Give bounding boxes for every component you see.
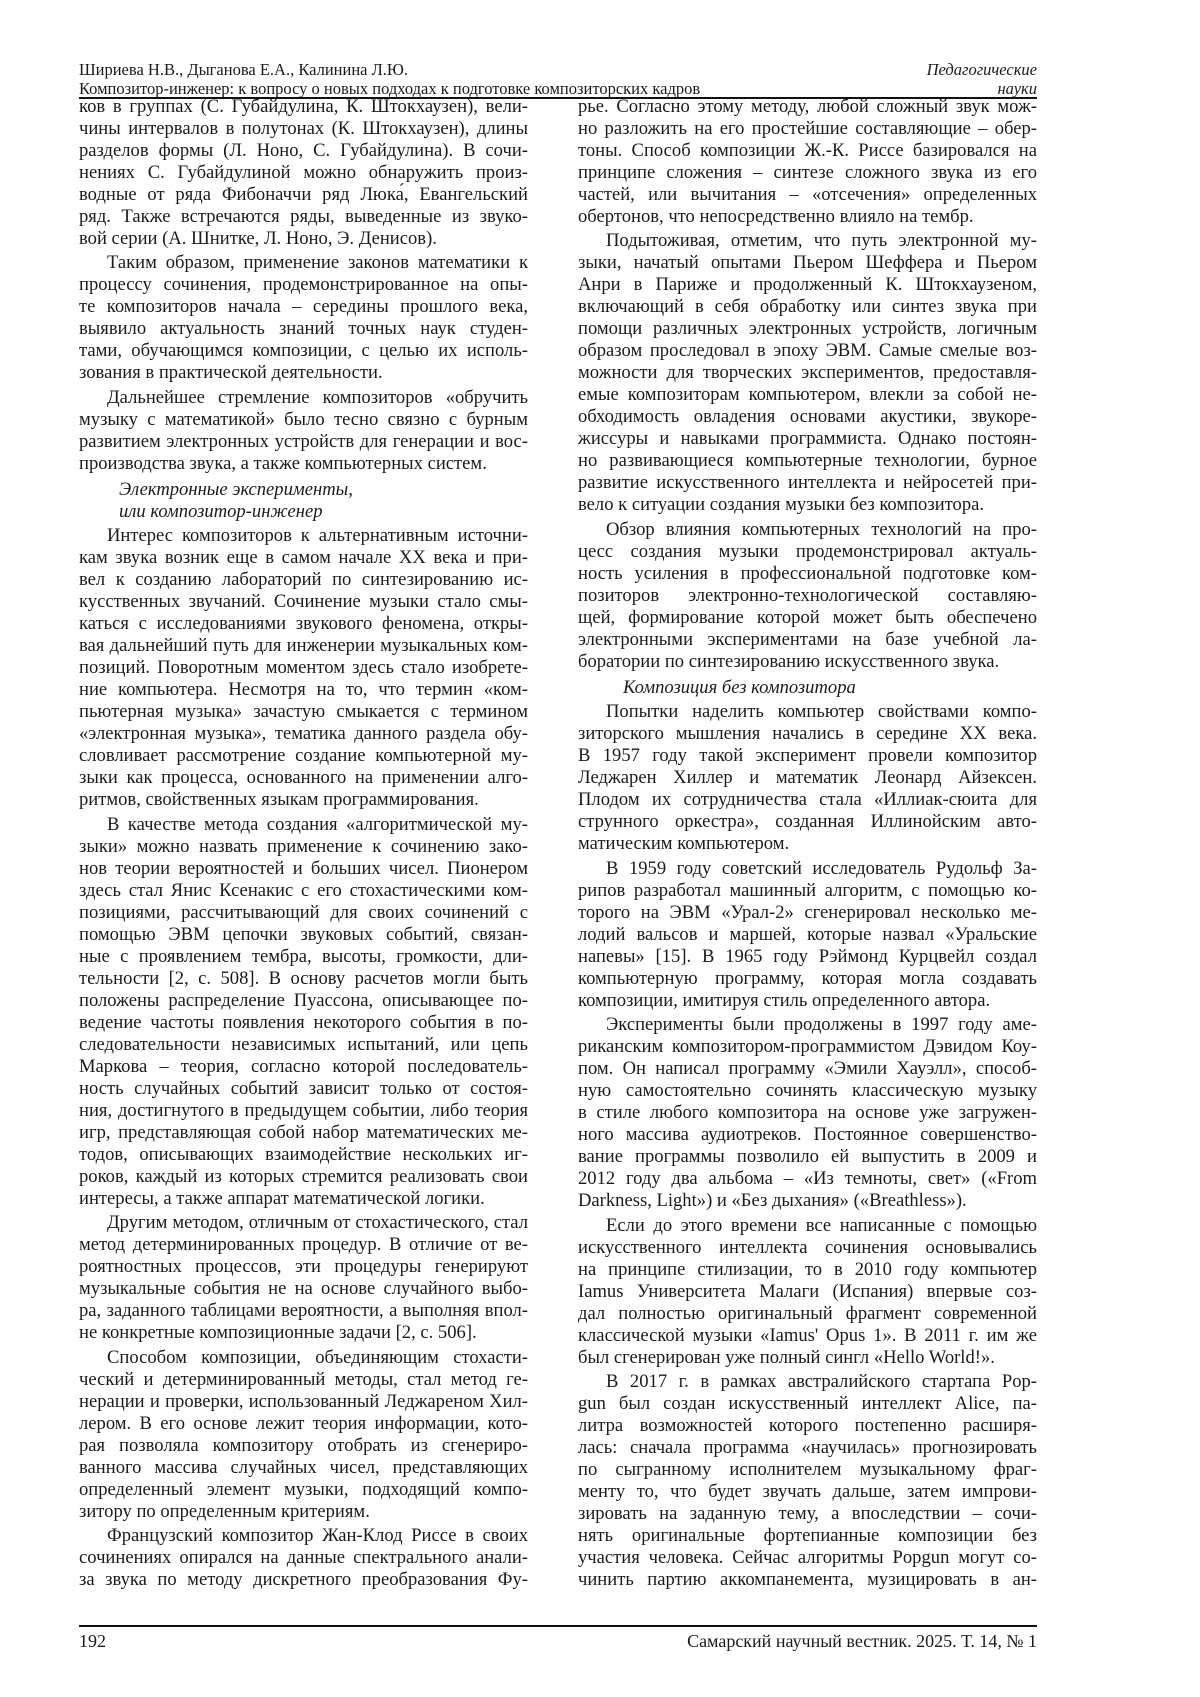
text-line: можности для творческих экспериментов, предоставля- bbox=[578, 362, 1037, 384]
paragraph bbox=[578, 230, 1037, 516]
text-line: тоны. Способ композиции Ж.-К. Риссе базировался на bbox=[578, 140, 1037, 162]
page-number: 192 bbox=[79, 1631, 106, 1652]
text-line: музыку с математикой» было тесно связно с бурным bbox=[79, 409, 528, 431]
text-line: композиции, имитируя стиль определенного автора. bbox=[578, 990, 1037, 1012]
text-line: ков в группах (С. Губайдулина, К. Штокхаузен), вели- bbox=[79, 96, 528, 118]
text-line: интересы, а также аппарат математической логики. bbox=[79, 1188, 528, 1210]
text-line: частей, или вычитания – «отсечения» определенных bbox=[578, 184, 1037, 206]
paragraph bbox=[79, 1212, 528, 1344]
text-line: обходимость овладения основами акустики, звукоре- bbox=[578, 406, 1037, 428]
text-line: Если до этого времени все написанные с помощью bbox=[578, 1215, 1037, 1237]
text-line: включающий в себя обработку или синтез звука при bbox=[578, 296, 1037, 318]
text-line: ность усиления в профессиональной подготовке ком- bbox=[578, 563, 1037, 585]
text-line: те композиторов начала – середины прошлого века, bbox=[79, 296, 528, 318]
text-line: Iamus Университета Малаги (Испания) впервые соз- bbox=[578, 1281, 1037, 1303]
text-line: процессу сочинения, продемонстрированное на опы- bbox=[79, 274, 528, 296]
text-line: риканским композитором-программистом Дэвидом Коу- bbox=[578, 1036, 1037, 1058]
text-line: лась: сначала программа «научилась» прогнозировать bbox=[578, 1437, 1037, 1459]
heading-line: Электронные эксперименты, bbox=[79, 479, 528, 501]
paragraph bbox=[578, 1215, 1037, 1369]
text-line: Способом композиции, объединяющим стохасти- bbox=[79, 1347, 528, 1369]
text-line: жиссуры и навыками программиста. Однако постоян- bbox=[578, 428, 1037, 450]
text-line: Анри в Париже и продолженный К. Штокхаузеном, bbox=[578, 274, 1037, 296]
text-line: 2012 году два альбома – «Из темноты, свет» («From bbox=[578, 1168, 1037, 1190]
text-line: выявило актуальность знаний точных наук студен- bbox=[79, 318, 528, 340]
text-line: ные с проявлением тембра, высоты, громкости, дли- bbox=[79, 946, 528, 968]
paragraph bbox=[79, 387, 528, 475]
text-line: литра возможностей которого постепенно расширя- bbox=[578, 1415, 1037, 1437]
heading-line: или композитор-инженер bbox=[79, 501, 528, 523]
paragraph bbox=[79, 814, 528, 1210]
text-line: нов теории вероятностей и больших чисел. Пионером bbox=[79, 858, 528, 880]
text-line: обертонов, что непосредственно влияло на тембр. bbox=[578, 206, 1037, 228]
text-line: Дальнейшее стремление композиторов «обручить bbox=[79, 387, 528, 409]
text-line: ние компьютера. Несмотря на то, что термин «ком- bbox=[79, 679, 528, 701]
text-line: но разложить на его простейшие составляющие – обер- bbox=[578, 118, 1037, 140]
text-line: пьютерная музыка» зачастую смыкается с термином bbox=[79, 701, 528, 723]
text-line: рая позволяла композитору отобрать из сгенериро- bbox=[79, 1435, 528, 1457]
text-line: тельности [2, с. 508]. В основу расчетов могли быть bbox=[79, 968, 528, 990]
text-line: торого на ЭВМ «Урал-2» сгенерировал несколько ме- bbox=[578, 902, 1037, 924]
text-line: ния, достигнутого в предыдущем событии, либо теория bbox=[79, 1100, 528, 1122]
text-line: зования в практической деятельности. bbox=[79, 362, 528, 384]
text-line: Таким образом, применение законов математики к bbox=[79, 252, 528, 274]
text-line: классической музыки «Iamus' Opus 1». В 2011 г. им же bbox=[578, 1325, 1037, 1347]
paragraph bbox=[79, 252, 528, 384]
text-line: метод детерминированных процедур. В отличие от ве- bbox=[79, 1234, 528, 1256]
text-line: Плодом их сотрудничества стала «Иллиак-сюита для bbox=[578, 789, 1037, 811]
text-line: чинить партию аккомпанемента, музицировать в ан- bbox=[578, 1569, 1037, 1591]
text-line: вание программы позволило ей выпустить в 2009 и bbox=[578, 1146, 1037, 1168]
text-line: Попытки наделить компьютер свойствами компо- bbox=[578, 701, 1037, 723]
paragraph bbox=[79, 525, 528, 811]
text-line: ра, заданного таблицами вероятности, а выполняя впол- bbox=[79, 1300, 528, 1322]
text-line: чины интервалов в полутонах (К. Штокхаузен), длины bbox=[79, 118, 528, 140]
text-line: ритмов, свойственных языкам программирования. bbox=[79, 789, 528, 811]
text-line: ного массива аудиотреков. Постоянное совершенство- bbox=[578, 1124, 1037, 1146]
header-section-line2: науки bbox=[927, 79, 1037, 98]
text-line: вело к ситуации создания музыки без композитора. bbox=[578, 494, 1037, 516]
text-line: Маркова – теория, согласно которой последователь- bbox=[79, 1056, 528, 1078]
text-line: рипов разработал машинный алгоритм, с помощью ко- bbox=[578, 880, 1037, 902]
text-line: струнного оркестра», созданная Иллинойским авто- bbox=[578, 811, 1037, 833]
text-line: положены распределение Пуассона, описывающее по- bbox=[79, 990, 528, 1012]
header-article-title: Композитор-инженер: к вопросу о новых подходах к подготовке композиторских кадров bbox=[79, 79, 700, 98]
text-line: электронными экспериментами на базе учебной ла- bbox=[578, 629, 1037, 651]
text-line: принципе сложения – синтезе сложного звука из его bbox=[578, 162, 1037, 184]
header-section-line1: Педагогические bbox=[927, 60, 1037, 79]
text-line: емые композиторам компьютером, влекли за собой не- bbox=[578, 384, 1037, 406]
text-line: В 2017 г. в рамках австралийского стартапа Pop- bbox=[578, 1371, 1037, 1393]
text-line: зиторского мышления начались в середине XX века. bbox=[578, 723, 1037, 745]
paragraph bbox=[578, 1371, 1037, 1591]
text-line: щей, формирование которой может быть обеспечено bbox=[578, 607, 1037, 629]
text-line: gun был создан искусственный интеллект Alice, па- bbox=[578, 1393, 1037, 1415]
text-line: разделов формы (Л. Ноно, С. Губайдулина). В сочи- bbox=[79, 140, 528, 162]
text-line: позиторов электронно-технологической составляю- bbox=[578, 585, 1037, 607]
section-heading bbox=[79, 479, 528, 523]
text-line: здесь стал Янис Ксенакис с его стохастическими ком- bbox=[79, 880, 528, 902]
text-line: вая дальнейший путь для инженерии музыкальных ком- bbox=[79, 635, 528, 657]
text-line: напевы» [15]. В 1965 году Рэймонд Курцвейл создал bbox=[578, 946, 1037, 968]
text-line: ную самостоятельно сочинять классическую музыку bbox=[578, 1080, 1037, 1102]
text-line: на принципе стилизации, то в 2010 году компьютер bbox=[578, 1259, 1037, 1281]
text-line: развитием электронных устройств для генерации и вос- bbox=[79, 431, 528, 453]
text-line: тодов, описывающих взаимодействие нескольких иг- bbox=[79, 1144, 528, 1166]
text-line: Другим методом, отличным от стохастического, стал bbox=[79, 1212, 528, 1234]
text-line: роков, каждый из которых стремится реализовать свои bbox=[79, 1166, 528, 1188]
text-line: матическим компьютером. bbox=[578, 833, 1037, 855]
text-line: зыки» можно назвать применение к сочинению зако- bbox=[79, 836, 528, 858]
text-line: вой серии (А. Шнитке, Л. Ноно, Э. Денисов). bbox=[79, 228, 528, 250]
section-heading bbox=[578, 677, 1037, 699]
text-line: пом. Он написал программу «Эмили Хауэлл», способ- bbox=[578, 1058, 1037, 1080]
text-line: тами, обучающимся композиции, с целью их исполь- bbox=[79, 340, 528, 362]
text-line: Darkness, Light») и «Без дыхания» («Breathless»). bbox=[578, 1190, 1037, 1212]
text-line: позиций. Поворотным моментом здесь стало изобрете- bbox=[79, 657, 528, 679]
text-line: за звука по методу дискретного преобразования Фу- bbox=[79, 1569, 528, 1591]
text-line: позициями, рассчитывающий для своих сочинений с bbox=[79, 902, 528, 924]
paragraph bbox=[79, 96, 528, 250]
text-line: боратории по синтезированию искусственного звука. bbox=[578, 651, 1037, 673]
text-line: игр, представляющая собой набор математических ме- bbox=[79, 1122, 528, 1144]
column-left bbox=[79, 93, 528, 1591]
paragraph bbox=[79, 1347, 528, 1523]
text-line: ческий и детерминированный методы, стал метод ге- bbox=[79, 1369, 528, 1391]
text-line: ванного массива случайных чисел, представляющих bbox=[79, 1457, 528, 1479]
text-line: словливает рассмотрение создание компьютерной му- bbox=[79, 745, 528, 767]
text-line: по сыгранному исполнителем музыкальному фраг- bbox=[578, 1459, 1037, 1481]
text-line: участия человека. Сейчас алгоритмы Popgun могут со- bbox=[578, 1547, 1037, 1569]
text-line: «электронная музыка», тематика данного раздела обу- bbox=[79, 723, 528, 745]
text-line: помощи различных электронных устройств, логичным bbox=[578, 318, 1037, 340]
text-line: производства звука, а также компьютерных систем. bbox=[79, 453, 528, 475]
text-line: ность случайных событий зависит только от состоя- bbox=[79, 1078, 528, 1100]
header-authors: Шириева Н.В., Дыганова Е.А., Калинина Л.Ю. bbox=[79, 60, 700, 79]
text-line: компьютерную программу, которая могла создавать bbox=[578, 968, 1037, 990]
text-line: лодий вальсов и маршей, которые назвал «Уральские bbox=[578, 924, 1037, 946]
heading-line: Композиция без композитора bbox=[578, 677, 1037, 699]
text-line: лером. В его основе лежит теория информации, кото- bbox=[79, 1413, 528, 1435]
text-line: цесс создания музыки продемонстрировал актуаль- bbox=[578, 541, 1037, 563]
text-line: В 1957 году такой эксперимент провели композитор bbox=[578, 745, 1037, 767]
text-line: вел к созданию лабораторий по синтезированию ис- bbox=[79, 569, 528, 591]
text-line: развитие искусственного интеллекта и нейросетей при- bbox=[578, 472, 1037, 494]
paragraph bbox=[578, 1014, 1037, 1212]
text-line: нерации и проверки, использованный Леджареном Хил- bbox=[79, 1391, 528, 1413]
text-line: В 1959 году советский исследователь Рудольф За- bbox=[578, 858, 1037, 880]
text-line: музыкальные события не на основе случайного выбо- bbox=[79, 1278, 528, 1300]
text-line: нять оригинальные фортепианные композиции без bbox=[578, 1525, 1037, 1547]
text-line: помощью ЭВМ цепочки звуковых событий, связан- bbox=[79, 924, 528, 946]
text-line: в стиле любого композитора на основе уже загружен- bbox=[578, 1102, 1037, 1124]
text-line: искусственного интеллекта сочинения основывались bbox=[578, 1237, 1037, 1259]
text-line: кам звука возник еще в самом начале XX века и при- bbox=[79, 547, 528, 569]
text-line: Эксперименты были продолжены в 1997 году аме- bbox=[578, 1014, 1037, 1036]
text-line: кусственных звучаний. Сочинение музыки стало смы- bbox=[79, 591, 528, 613]
text-line: образом проследовал в эпоху ЭВМ. Самые смелые воз- bbox=[578, 340, 1037, 362]
text-line: Интерес композиторов к альтернативным источни- bbox=[79, 525, 528, 547]
text-line: Подытоживая, отметим, что путь электронной му- bbox=[578, 230, 1037, 252]
text-line: определенный элемент музыки, подходящий компо- bbox=[79, 1479, 528, 1501]
text-line: зитору по определенным критериям. bbox=[79, 1501, 528, 1523]
text-line: зировать на заданную тему, а впоследствии – сочи- bbox=[578, 1503, 1037, 1525]
text-line: ведение частоты появления некоторого события в по- bbox=[79, 1012, 528, 1034]
text-line: нениях С. Губайдулиной можно обнаружить произ- bbox=[79, 162, 528, 184]
text-line: ряд. Также встречаются ряды, выведенные из звуко- bbox=[79, 206, 528, 228]
text-line: но развивающиеся компьютерные технологии, бурное bbox=[578, 450, 1037, 472]
paragraph bbox=[578, 701, 1037, 855]
text-line: зыки как процесса, основанного на применении алго- bbox=[79, 767, 528, 789]
text-line: Обзор влияния компьютерных технологий на про- bbox=[578, 519, 1037, 541]
text-line: Леджарен Хиллер и математик Леонард Айзексен. bbox=[578, 767, 1037, 789]
text-line: рье. Согласно этому методу, любой сложный звук мож- bbox=[578, 96, 1037, 118]
text-line: сочинениях опирался на данные спектрального анали- bbox=[79, 1547, 528, 1569]
text-line: каться с исследованиями звукового феномена, откры- bbox=[79, 613, 528, 635]
paragraph bbox=[578, 858, 1037, 1012]
journal-citation: Самарский научный вестник. 2025. Т. 14, № 1 bbox=[687, 1631, 1037, 1652]
text-line: менту то, что будет звучать дальше, затем импрови- bbox=[578, 1481, 1037, 1503]
paragraph bbox=[578, 96, 1037, 228]
text-line: зыки, начатый опытами Пьером Шеффера и Пьером bbox=[578, 252, 1037, 274]
text-line: Французский композитор Жан-Клод Риссе в своих bbox=[79, 1525, 528, 1547]
column-right bbox=[578, 93, 1037, 1591]
paragraph bbox=[79, 1525, 528, 1591]
text-line: следовательности независимых испытаний, или цепь bbox=[79, 1034, 528, 1056]
text-line: был сгенерирован уже полный сингл «Hello World!». bbox=[578, 1347, 1037, 1369]
paragraph bbox=[578, 519, 1037, 673]
text-line: В качестве метода создания «алгоритмической му- bbox=[79, 814, 528, 836]
text-line: роятностных процессов, эти процедуры генерируют bbox=[79, 1256, 528, 1278]
text-line: водные от ряда Фибоначчи ряд Люка́, Евангельский bbox=[79, 184, 528, 206]
text-line: не конкретные композиционные задачи [2, с. 506]. bbox=[79, 1322, 528, 1344]
text-line: дал полностью оригинальный фрагмент современной bbox=[578, 1303, 1037, 1325]
footer-rule bbox=[79, 1625, 1037, 1627]
